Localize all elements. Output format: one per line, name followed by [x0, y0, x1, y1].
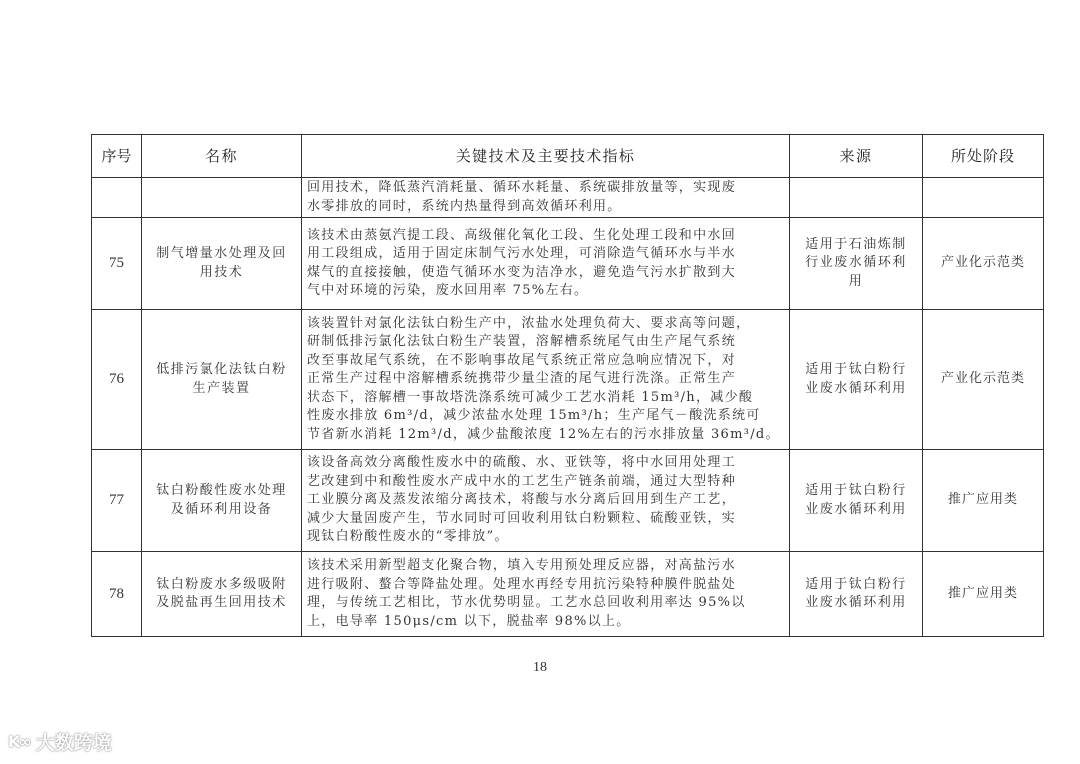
cell-source: 适用于钛白粉行业废水循环利用 [790, 310, 923, 450]
header-stage: 所处阶段 [923, 135, 1044, 178]
cell-description [302, 218, 790, 310]
description-line: 改至事故尾气系统，在不影响事故尾气系统正常应急响应情况下，对 [307, 352, 737, 368]
cell-stage: 产业化示范类 [923, 218, 1044, 310]
description-line: 该技术采用新型超支化聚合物，填入专用预处理反应器，对高盐污水 [307, 558, 737, 573]
description-line: 用工段组成，适用于固定床制气污水处理，可消除造气循环水与半水 [307, 246, 737, 261]
description-line: 性废水排放 6m³/d，减少浓盐水处理 15m³/h；生产尾气－酸洗系统可 [307, 408, 761, 424]
description-line: 现钛白粉酸性废水的“零排放”。 [307, 529, 509, 545]
description-line: 气中对环境的污染，废水回用率 75%左右。 [307, 283, 589, 298]
cell-number: 76 [92, 310, 142, 450]
cell-name: 制气增量水处理及回用技术 [142, 218, 302, 310]
cell-number: 77 [92, 450, 142, 552]
description-line: 水零排放的同时，系统内热量得到高效循环利用。 [307, 198, 622, 214]
description-line: 该装置针对氯化法钛白粉生产中，浓盐水处理负荷大、要求高等问题， [307, 315, 751, 331]
cell-name [142, 178, 302, 218]
cell-source: 适用于钛白粉行业废水循环利用 [790, 450, 923, 552]
cell-stage: 推广应用类 [923, 450, 1044, 552]
table-row-continuation [92, 178, 1044, 218]
description-line: 减少大量固废产生，节水同时可回收利用钛白粉颗粒、硫酸亚铁，实 [307, 510, 737, 526]
cell-name: 钛白粉废水多级吸附及脱盐再生回用技术 [142, 552, 302, 637]
cell-stage: 推广应用类 [923, 552, 1044, 637]
header-number: 序号 [92, 135, 142, 178]
header-description: 关键技术及主要技术指标 [302, 135, 790, 178]
header-source: 来源 [790, 135, 923, 178]
description-line: 研制低排污氯化法钛白粉生产装置，溶解槽系统尾气由生产尾气系统 [307, 334, 737, 350]
description-line: 进行吸附、螯合等降盐处理。处理水再经专用抗污染特种膜件脱盐处 [307, 576, 737, 592]
description-line: 煤气的直接接触，使造气循环水变为洁净水，避免造气污水扩散到大 [307, 264, 737, 280]
watermark-logo-icon: K∞ [8, 732, 30, 751]
cell-number: 75 [92, 218, 142, 310]
cell-source: 适用于石油炼制行业废水循环利用 [790, 218, 923, 310]
watermark [8, 728, 112, 755]
page-number: 18 [533, 660, 547, 675]
header-name: 名称 [142, 135, 302, 178]
table-row [92, 310, 1044, 450]
cell-name: 低排污氯化法钛白粉生产装置 [142, 310, 302, 450]
cell-source [790, 178, 923, 218]
description-line: 上，电导率 150μs/cm 以下，脱盐率 98%以上。 [307, 613, 631, 629]
description-line: 状态下，溶解槽一事故塔洗涤系统可减少工艺水消耗 15m³/h，减少酸 [307, 389, 754, 405]
table-header-row [92, 135, 1044, 178]
cell-number: 78 [92, 552, 142, 637]
description-line: 该技术由蒸氨汽提工段、高级催化氧化工段、生化处理工段和中水回 [307, 227, 737, 243]
cell-stage: 产业化示范类 [923, 310, 1044, 450]
cell-source: 适用于钛白粉行业废水循环利用 [790, 552, 923, 637]
description-line: 节省新水消耗 12m³/d，减少盐酸浓度 12%左右的污水排放量 36m³/d。 [307, 426, 780, 442]
description-line: 正常生产过程中溶解槽系统携带少量尘渣的尾气进行洗涤。正常生产 [307, 371, 737, 387]
cell-name: 钛白粉酸性废水处理及循环利用设备 [142, 450, 302, 552]
table-row [92, 218, 1044, 310]
table-row [92, 450, 1044, 552]
cell-stage [923, 178, 1044, 218]
table-row [92, 552, 1044, 637]
cell-description [302, 178, 790, 218]
description-line: 该设备高效分离酸性废水中的硫酸、水、亚铁等，将中水回用处理工 [307, 455, 737, 471]
watermark-brand: 大数跨境 [35, 732, 112, 754]
technology-table [91, 134, 1044, 637]
description-line: 理，与传统工艺相比，节水优势明显。工艺水总回收利用率达 95%以 [307, 595, 746, 610]
cell-description [302, 552, 790, 637]
cell-description [302, 310, 790, 450]
cell-description [302, 450, 790, 552]
description-line: 艺改建到中和酸性废水产成中水的工艺生产链条前端，通过大型特种 [307, 473, 737, 489]
cell-number [92, 178, 142, 218]
description-line: 回用技术，降低蒸汽消耗量、循环水耗量、系统碳排放量等，实现废 [307, 180, 737, 195]
description-line: 工业膜分离及蒸发浓缩分离技术，将酸与水分离后回用到生产工艺， [307, 492, 737, 508]
